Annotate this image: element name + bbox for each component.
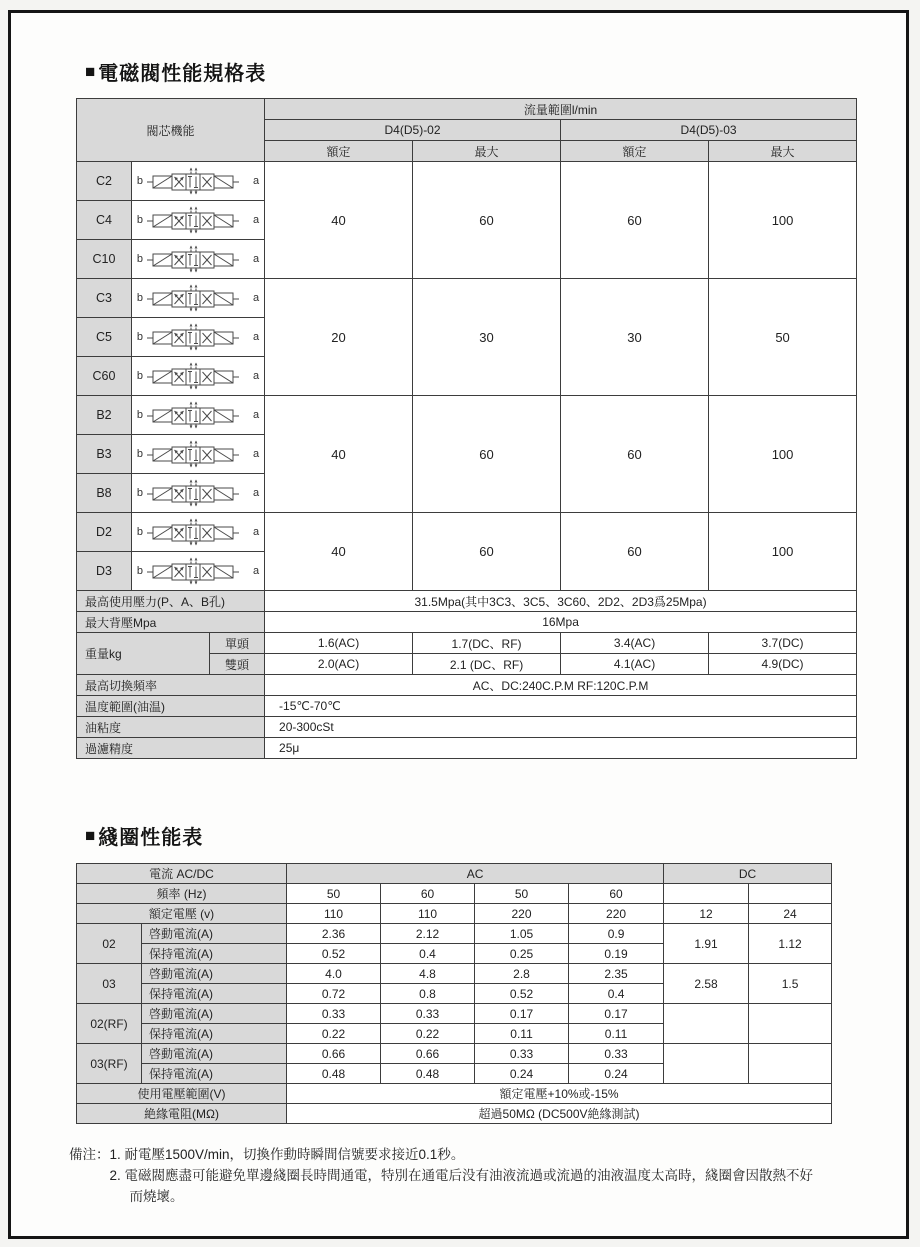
coil-bottom-label-cell: 使用電壓範圍(V) <box>77 1084 287 1104</box>
weight-head-cell: 單頭 <box>210 633 265 654</box>
port-label-b: b <box>136 565 144 577</box>
weight-value-cell: 4.9(DC) <box>709 654 857 675</box>
flow-value-cell: 60 <box>561 162 709 279</box>
coil-performance-table <box>76 863 832 1124</box>
coil-current-value-cell: 0.19 <box>569 944 664 964</box>
coil-row-label: 保持電流(A) <box>142 944 287 964</box>
coil-current-value-cell: 0.8 <box>381 984 475 1004</box>
coil-current-value-cell: 0.24 <box>475 1064 569 1084</box>
valve-model-label: C10 <box>77 240 132 279</box>
valve-section-title-text: 電磁閥性能規格表 <box>98 63 267 85</box>
port-label-b: b <box>136 409 144 421</box>
coil-header-dc: DC <box>664 864 832 884</box>
coil-row-label: 啓動電流(A) <box>142 964 287 984</box>
footnotes-label: 備注： <box>69 1147 110 1162</box>
port-label-a: a <box>253 487 260 499</box>
valve-schematic-icon <box>146 479 250 507</box>
coil-current-value-cell: 4.8 <box>381 964 475 984</box>
valve-schematic-cell <box>132 357 265 396</box>
valve-model-label: C2 <box>77 162 132 201</box>
coil-current-value-cell: 0.11 <box>475 1024 569 1044</box>
flow-value-cell: 40 <box>265 396 413 513</box>
flow-value-cell: 60 <box>561 513 709 591</box>
coil-header-value-cell: 50 <box>475 884 569 904</box>
coil-current-value-cell: 0.33 <box>287 1004 381 1024</box>
coil-row-label: 啓動電流(A) <box>142 1004 287 1024</box>
coil-current-value-cell: 0.33 <box>381 1004 475 1024</box>
coil-header-value-cell <box>664 884 749 904</box>
coil-dc-value-cell: 1.91 <box>664 924 749 964</box>
coil-header-value-cell: 50 <box>287 884 381 904</box>
header-max: 最大 <box>709 141 857 162</box>
port-label-a: a <box>253 175 260 187</box>
coil-current-value-cell: 0.52 <box>287 944 381 964</box>
valve-schematic-icon <box>146 323 250 351</box>
coil-current-value-cell: 2.35 <box>569 964 664 984</box>
coil-header-value-cell <box>749 884 832 904</box>
section-square-marker-icon: ■ <box>85 62 97 81</box>
coil-bottom-label-cell: 絶緣電阻(MΩ) <box>77 1104 287 1124</box>
coil-row-label: 啓動電流(A) <box>142 924 287 944</box>
weight-value-cell: 2.0(AC) <box>265 654 413 675</box>
valve-schematic-cell <box>132 552 265 591</box>
weight-value-cell: 1.7(DC、RF) <box>413 633 561 654</box>
flow-value-cell: 40 <box>265 162 413 279</box>
coil-current-value-cell: 0.33 <box>475 1044 569 1064</box>
coil-row-label: 保持電流(A) <box>142 1064 287 1084</box>
valve-schematic-icon <box>146 401 250 429</box>
coil-current-value-cell: 2.12 <box>381 924 475 944</box>
footnotes <box>69 1145 859 1208</box>
coil-current-value-cell: 0.72 <box>287 984 381 1004</box>
port-label-a: a <box>253 565 260 577</box>
port-label-b: b <box>136 526 144 538</box>
header-rated: 額定 <box>265 141 413 162</box>
valve-model-label: D3 <box>77 552 132 591</box>
weight-value-cell: 2.1 (DC、RF) <box>413 654 561 675</box>
spec-label-cell: 最高使用壓力(P、A、B孔) <box>77 591 265 612</box>
spec-value-cell: 25μ <box>265 738 857 759</box>
port-label-b: b <box>136 214 144 226</box>
coil-current-value-cell: 0.33 <box>569 1044 664 1064</box>
valve-model-label: C60 <box>77 357 132 396</box>
port-label-a: a <box>253 448 260 460</box>
flow-value-cell: 100 <box>709 396 857 513</box>
coil-current-value-cell: 0.25 <box>475 944 569 964</box>
coil-header-value-cell: 60 <box>381 884 475 904</box>
page-border-frame <box>8 10 909 1239</box>
valve-schematic-cell <box>132 318 265 357</box>
coil-section-title <box>85 821 203 850</box>
valve-schematic-icon <box>146 440 250 468</box>
coil-current-value-cell: 2.8 <box>475 964 569 984</box>
valve-schematic-cell <box>132 396 265 435</box>
header-max: 最大 <box>413 141 561 162</box>
spec-label-cell: 最高切換頻率 <box>77 675 265 696</box>
coil-current-value-cell: 0.9 <box>569 924 664 944</box>
spec-value-cell: 16Mpa <box>265 612 857 633</box>
valve-schematic-cell <box>132 435 265 474</box>
port-label-a: a <box>253 409 260 421</box>
port-label-b: b <box>136 253 144 265</box>
coil-current-value-cell: 0.17 <box>475 1004 569 1024</box>
flow-value-cell: 30 <box>413 279 561 396</box>
valve-model-label: B8 <box>77 474 132 513</box>
spec-value-cell: -15℃-70℃ <box>265 696 857 717</box>
flow-value-cell: 40 <box>265 513 413 591</box>
port-label-b: b <box>136 487 144 499</box>
coil-current-value-cell: 0.4 <box>381 944 475 964</box>
port-label-b: b <box>136 331 144 343</box>
flow-value-cell: 100 <box>709 513 857 591</box>
coil-header-value-cell: 12 <box>664 904 749 924</box>
coil-current-value-cell: 0.66 <box>287 1044 381 1064</box>
coil-header-value-cell: 220 <box>475 904 569 924</box>
valve-section-title <box>85 57 266 86</box>
coil-current-value-cell: 0.66 <box>381 1044 475 1064</box>
header-spool-function: 閥芯機能 <box>77 99 265 162</box>
weight-head-cell: 雙頭 <box>210 654 265 675</box>
voltage-label-cell: 額定電壓 (v) <box>77 904 287 924</box>
valve-schematic-icon <box>146 557 250 585</box>
valve-schematic-icon <box>146 284 250 312</box>
coil-current-value-cell: 4.0 <box>287 964 381 984</box>
weight-label-cell: 重量kg <box>77 633 210 675</box>
port-label-a: a <box>253 526 260 538</box>
valve-schematic-icon <box>146 245 250 273</box>
valve-schematic-icon <box>146 167 250 195</box>
coil-dc-value-cell <box>749 1004 832 1044</box>
coil-header-value-cell: 220 <box>569 904 664 924</box>
weight-value-cell: 3.4(AC) <box>561 633 709 654</box>
valve-model-label: C4 <box>77 201 132 240</box>
coil-current-value-cell: 1.05 <box>475 924 569 944</box>
coil-current-value-cell: 0.17 <box>569 1004 664 1024</box>
coil-row-label: 啓動電流(A) <box>142 1044 287 1064</box>
spec-label-cell: 油粘度 <box>77 717 265 738</box>
coil-group-label: 03(RF) <box>77 1044 142 1084</box>
valve-schematic-cell <box>132 162 265 201</box>
valve-schematic-cell <box>132 474 265 513</box>
spec-label-cell: 最大背壓Mpa <box>77 612 265 633</box>
spec-value-cell: AC、DC:240C.P.M RF:120C.P.M <box>265 675 857 696</box>
weight-value-cell: 3.7(DC) <box>709 633 857 654</box>
valve-schematic-cell <box>132 201 265 240</box>
header-model-03: D4(D5)-03 <box>561 120 857 141</box>
coil-dc-value-cell: 1.12 <box>749 924 832 964</box>
coil-current-value-cell: 0.11 <box>569 1024 664 1044</box>
valve-model-label: B2 <box>77 396 132 435</box>
coil-dc-value-cell: 1.5 <box>749 964 832 1004</box>
coil-header-value-cell: 110 <box>381 904 475 924</box>
valve-model-label: B3 <box>77 435 132 474</box>
section-square-marker-icon: ■ <box>85 826 97 845</box>
valve-model-label: C5 <box>77 318 132 357</box>
port-label-a: a <box>253 214 260 226</box>
flow-value-cell: 60 <box>413 396 561 513</box>
port-label-a: a <box>253 253 260 265</box>
note-item: 1. 耐電壓1500V/min，切換作動時瞬間信號要求接近0.1秒。 <box>109 1147 465 1162</box>
flow-value-cell: 60 <box>413 162 561 279</box>
spec-value-cell: 20-300cSt <box>265 717 857 738</box>
port-label-b: b <box>136 175 144 187</box>
port-label-b: b <box>136 448 144 460</box>
valve-schematic-icon <box>146 206 250 234</box>
valve-schematic-cell <box>132 279 265 318</box>
coil-header-value-cell: 110 <box>287 904 381 924</box>
weight-value-cell: 4.1(AC) <box>561 654 709 675</box>
flow-value-cell: 30 <box>561 279 709 396</box>
header-model-02: D4(D5)-02 <box>265 120 561 141</box>
coil-bottom-value-cell: 超過50MΩ (DC500V絶緣測試) <box>287 1104 832 1124</box>
port-label-a: a <box>253 292 260 304</box>
coil-header-current: 電流 AC/DC <box>77 864 287 884</box>
spec-value-cell: 31.5Mpa(其中3C3、3C5、3C60、2D2、2D3爲25Mpa) <box>265 591 857 612</box>
port-label-b: b <box>136 292 144 304</box>
flow-value-cell: 60 <box>561 396 709 513</box>
coil-bottom-value-cell: 額定電壓+10%或-15% <box>287 1084 832 1104</box>
port-label-a: a <box>253 370 260 382</box>
coil-current-value-cell: 2.36 <box>287 924 381 944</box>
flow-value-cell: 20 <box>265 279 413 396</box>
weight-value-cell: 1.6(AC) <box>265 633 413 654</box>
spec-label-cell: 過濾精度 <box>77 738 265 759</box>
coil-group-label: 02 <box>77 924 142 964</box>
valve-model-label: C3 <box>77 279 132 318</box>
note-item: 2. 電磁閥應盡可能避免單邊綫圈長時間通電，特別在通電后没有油液流過或流過的油液温度太高時，綫圈會因散熱不好而燒壞。 <box>109 1167 814 1204</box>
coil-dc-value-cell: 2.58 <box>664 964 749 1004</box>
coil-current-value-cell: 0.22 <box>287 1024 381 1044</box>
coil-dc-value-cell <box>664 1004 749 1044</box>
coil-current-value-cell: 0.48 <box>381 1064 475 1084</box>
coil-header-value-cell: 24 <box>749 904 832 924</box>
flow-value-cell: 100 <box>709 162 857 279</box>
spec-label-cell: 温度範圍(油温) <box>77 696 265 717</box>
coil-group-label: 03 <box>77 964 142 1004</box>
port-label-b: b <box>136 370 144 382</box>
valve-schematic-cell <box>132 240 265 279</box>
header-rated: 額定 <box>561 141 709 162</box>
coil-group-label: 02(RF) <box>77 1004 142 1044</box>
valve-model-label: D2 <box>77 513 132 552</box>
coil-header-ac: AC <box>287 864 664 884</box>
coil-row-label: 保持電流(A) <box>142 984 287 1004</box>
coil-current-value-cell: 0.48 <box>287 1064 381 1084</box>
coil-dc-value-cell <box>664 1044 749 1084</box>
valve-schematic-cell <box>132 513 265 552</box>
coil-current-value-cell: 0.24 <box>569 1064 664 1084</box>
freq-label-cell: 頻率 (Hz) <box>77 884 287 904</box>
header-flow-range: 流量範圍l/min <box>265 99 857 120</box>
port-label-a: a <box>253 331 260 343</box>
valve-performance-table <box>76 98 857 759</box>
coil-header-value-cell: 60 <box>569 884 664 904</box>
coil-row-label: 保持電流(A) <box>142 1024 287 1044</box>
coil-current-value-cell: 0.52 <box>475 984 569 1004</box>
coil-current-value-cell: 0.22 <box>381 1024 475 1044</box>
coil-dc-value-cell <box>749 1044 832 1084</box>
flow-value-cell: 50 <box>709 279 857 396</box>
coil-current-value-cell: 0.4 <box>569 984 664 1004</box>
coil-section-title-text: 綫圈性能表 <box>98 827 204 849</box>
valve-schematic-icon <box>146 362 250 390</box>
valve-schematic-icon <box>146 518 250 546</box>
flow-value-cell: 60 <box>413 513 561 591</box>
